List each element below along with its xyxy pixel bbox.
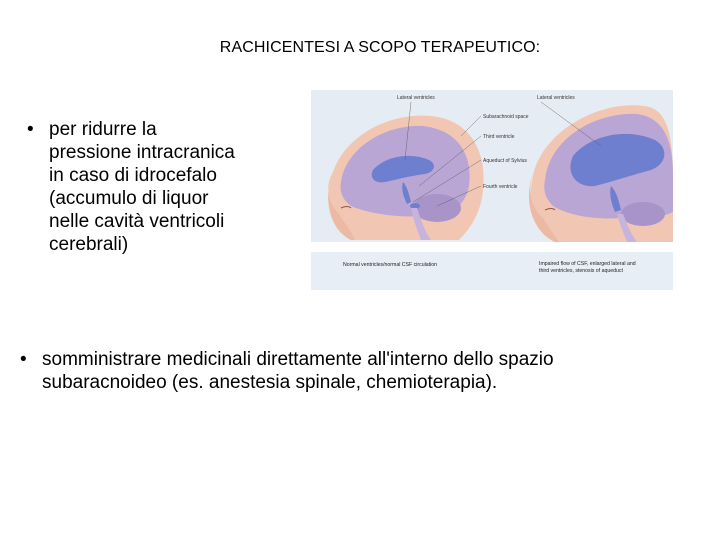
label-lateral-ventricles-left: Lateral ventricles bbox=[397, 95, 435, 101]
bullet-line: somministrare medicinali direttamente all'interno dello spazio bbox=[42, 349, 554, 370]
bullet-line: (accumulo di liquor bbox=[49, 188, 209, 209]
hydrocephalus-illustration bbox=[311, 90, 673, 290]
slide-title: RACHICENTESI A SCOPO TERAPEUTICO: bbox=[219, 39, 541, 56]
caption-impaired-line-2: third ventricles, stenosis of aqueduct bbox=[539, 268, 623, 274]
bullet-line: subaracnoideo (es. anestesia spinale, chemioterapia). bbox=[42, 372, 498, 393]
bullet-line: in caso di idrocefalo bbox=[49, 165, 217, 186]
label-subarachnoid-space: Subarachnoid space bbox=[483, 114, 529, 120]
bullet-line: pressione intracranica bbox=[49, 142, 235, 163]
label-fourth-ventricle: Fourth ventricle bbox=[483, 184, 518, 190]
bullet-symbol: • bbox=[20, 349, 27, 370]
bullet-point-hydrocephalus bbox=[27, 118, 277, 256]
bullet-line: nelle cavità ventricoli bbox=[49, 211, 225, 232]
caption-impaired-line-1: Impaired flow of CSF, enlarged lateral and bbox=[539, 261, 636, 267]
bullet-point-drug-administration bbox=[20, 348, 680, 394]
label-lateral-ventricles-right: Lateral ventricles bbox=[537, 95, 575, 101]
bullet-line: cerebrali) bbox=[49, 234, 129, 255]
label-third-ventricle: Third ventricle bbox=[483, 134, 515, 140]
bullet-line: per ridurre la bbox=[49, 119, 157, 140]
caption-normal: Normal ventricles/normal CSF circulation bbox=[343, 262, 437, 268]
bullet-symbol: • bbox=[27, 119, 34, 140]
label-aqueduct: Aqueduct of Sylvius bbox=[483, 158, 527, 164]
